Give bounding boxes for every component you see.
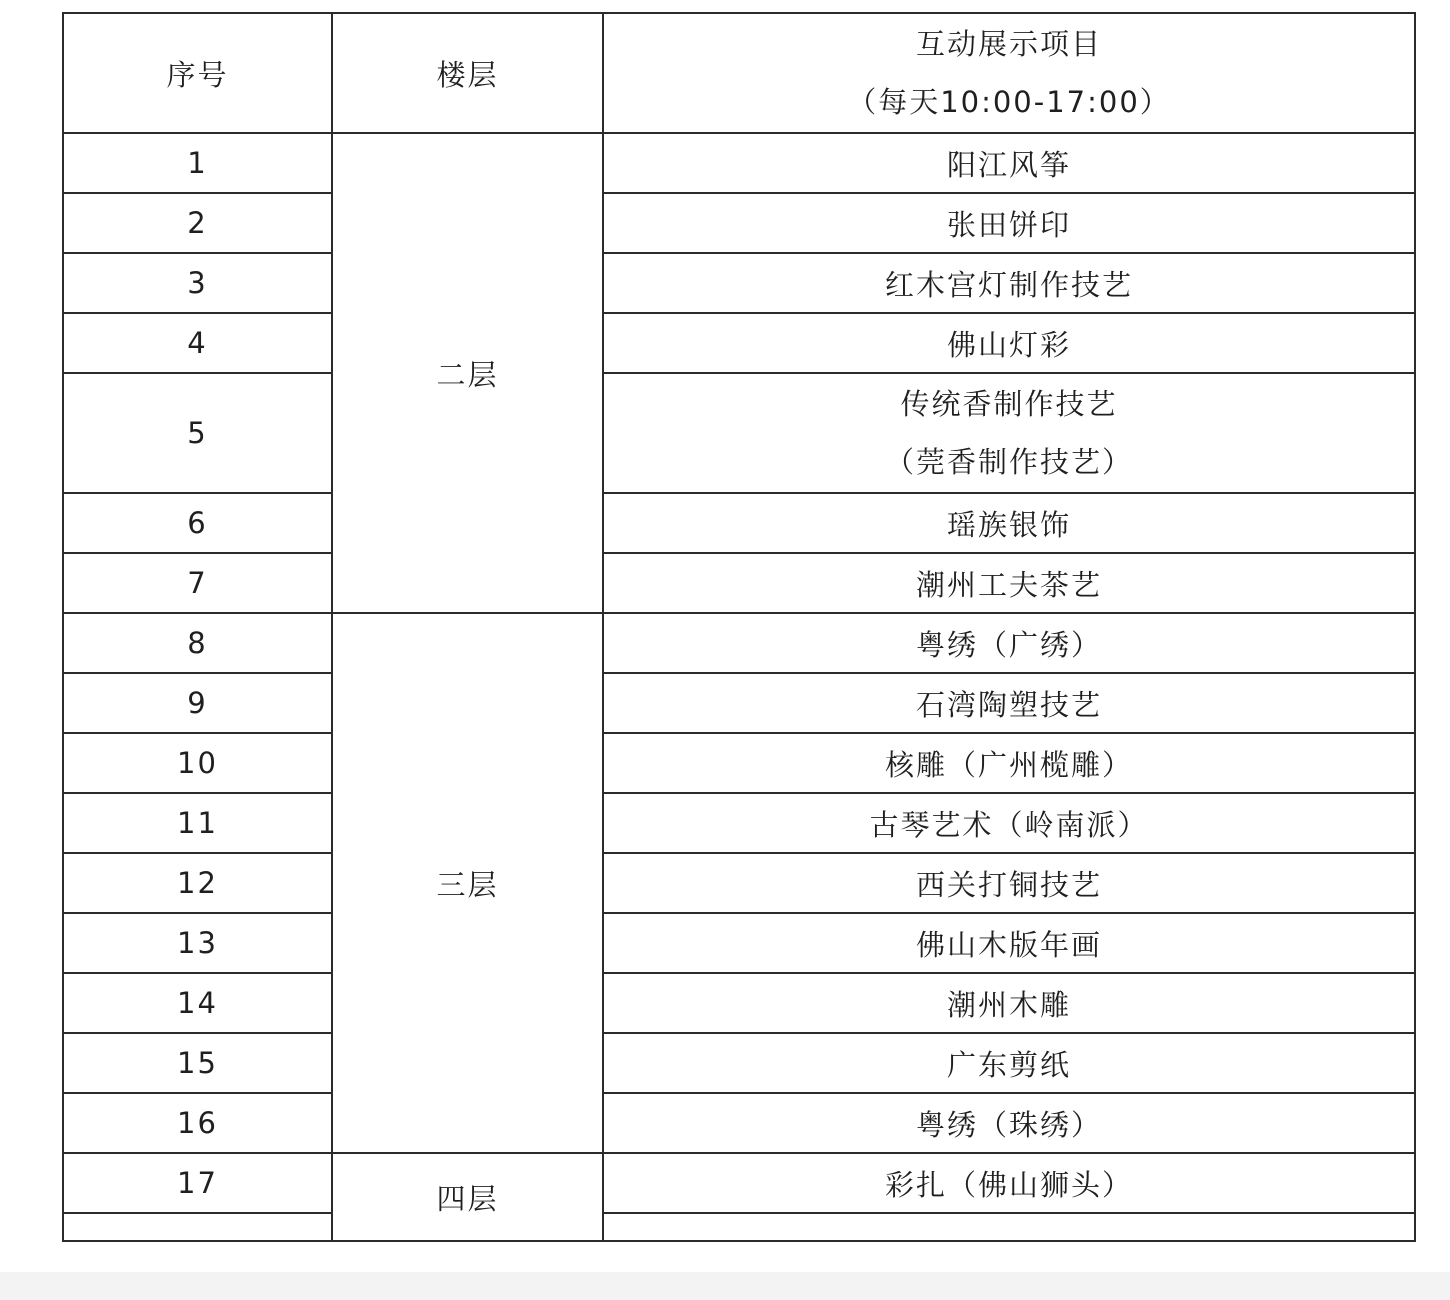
table-row bbox=[63, 493, 1415, 553]
row-index: 6 bbox=[63, 493, 332, 553]
row-item bbox=[603, 373, 1415, 493]
row-item: 古琴艺术（岭南派） bbox=[603, 793, 1415, 853]
floor-cell-3: 三层 bbox=[332, 613, 603, 1153]
row-item: 阳江风筝 bbox=[603, 133, 1415, 193]
table-row bbox=[63, 613, 1415, 673]
row-item: 潮州工夫茶艺 bbox=[603, 553, 1415, 613]
empty-cell bbox=[63, 1213, 332, 1241]
table-row bbox=[63, 733, 1415, 793]
header-floor: 楼层 bbox=[332, 13, 603, 133]
row-index: 4 bbox=[63, 313, 332, 373]
row-index: 14 bbox=[63, 973, 332, 1033]
row-item: 张田饼印 bbox=[603, 193, 1415, 253]
table-row bbox=[63, 1093, 1415, 1153]
row-index: 7 bbox=[63, 553, 332, 613]
row-item: 彩扎（佛山狮头） bbox=[603, 1153, 1415, 1213]
row-item: 粤绣（广绣） bbox=[603, 613, 1415, 673]
row-item: 潮州木雕 bbox=[603, 973, 1415, 1033]
table-row bbox=[63, 793, 1415, 853]
row-index: 16 bbox=[63, 1093, 332, 1153]
row-index: 8 bbox=[63, 613, 332, 673]
floor-cell-4: 四层 bbox=[332, 1153, 603, 1241]
table-row bbox=[63, 553, 1415, 613]
table-row bbox=[63, 193, 1415, 253]
row-item: 广东剪纸 bbox=[603, 1033, 1415, 1093]
table-row bbox=[63, 673, 1415, 733]
row-item-sub: （莞香制作技艺） bbox=[884, 445, 1133, 479]
row-index: 12 bbox=[63, 853, 332, 913]
empty-cell bbox=[603, 1213, 1415, 1241]
row-index: 3 bbox=[63, 253, 332, 313]
row-index: 10 bbox=[63, 733, 332, 793]
row-index: 13 bbox=[63, 913, 332, 973]
table-row bbox=[63, 253, 1415, 313]
header-item-hours: （每天10:00-17:00） bbox=[847, 85, 1171, 119]
row-index: 1 bbox=[63, 133, 332, 193]
table-row-empty bbox=[63, 1213, 1415, 1241]
header-index: 序号 bbox=[63, 13, 332, 133]
header-item bbox=[603, 13, 1415, 133]
row-item: 核雕（广州榄雕） bbox=[603, 733, 1415, 793]
table-row bbox=[63, 133, 1415, 193]
table-row bbox=[63, 1153, 1415, 1213]
row-index: 9 bbox=[63, 673, 332, 733]
header-item-title: 互动展示项目 bbox=[915, 27, 1102, 61]
table-row bbox=[63, 373, 1415, 493]
row-item: 石湾陶塑技艺 bbox=[603, 673, 1415, 733]
row-item: 红木宫灯制作技艺 bbox=[603, 253, 1415, 313]
table-row bbox=[63, 913, 1415, 973]
row-item: 佛山木版年画 bbox=[603, 913, 1415, 973]
row-index: 17 bbox=[63, 1153, 332, 1213]
table-row bbox=[63, 1033, 1415, 1093]
row-index: 5 bbox=[63, 373, 332, 493]
table-row bbox=[63, 973, 1415, 1033]
row-item: 瑶族银饰 bbox=[603, 493, 1415, 553]
table-row bbox=[63, 853, 1415, 913]
row-item: 佛山灯彩 bbox=[603, 313, 1415, 373]
row-index: 2 bbox=[63, 193, 332, 253]
bottom-band bbox=[0, 1272, 1450, 1300]
table-header-row bbox=[63, 13, 1415, 133]
table-row bbox=[63, 313, 1415, 373]
row-index: 15 bbox=[63, 1033, 332, 1093]
row-item: 西关打铜技艺 bbox=[603, 853, 1415, 913]
row-item-main: 传统香制作技艺 bbox=[900, 387, 1118, 421]
floor-cell-2: 二层 bbox=[332, 133, 603, 613]
row-index: 11 bbox=[63, 793, 332, 853]
exhibition-schedule-table bbox=[62, 12, 1416, 1242]
row-item: 粤绣（珠绣） bbox=[603, 1093, 1415, 1153]
